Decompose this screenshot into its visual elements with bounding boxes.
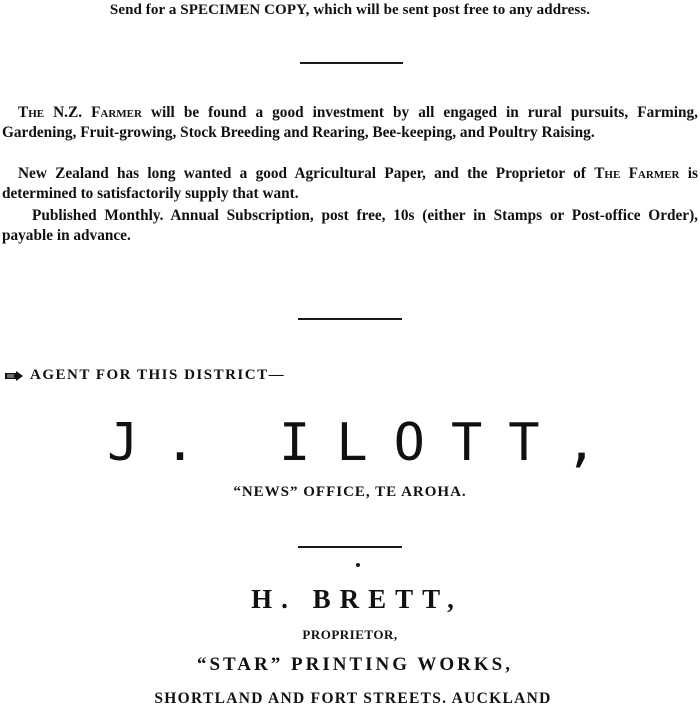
agricultural-paper-paragraph (2, 164, 698, 204)
publisher-title: PROPRIETOR, (302, 627, 398, 642)
farmer-title-inline: The Farmer (594, 165, 680, 182)
pointing-hand-icon (4, 370, 24, 382)
agent-name: J. ILOTT, (107, 413, 623, 473)
subscription-paragraph: Published Monthly. Annual Subscription, post free, 10s (either in Stamps or Post-office Order), payable in advance. (2, 207, 698, 244)
middle-divider (298, 318, 402, 320)
lower-divider (298, 546, 402, 548)
farmer-description-text: will be found a good investment by all engaged in rural pursuits, Farming, Gardening, Fruit-growing, Stock Breeding and Rearing, Bee-keeping, and Poultry Raising. (2, 104, 698, 141)
agricultural-paper-text: New Zealand has long wanted a good Agricultural Paper, and the Proprietor of (18, 165, 595, 182)
specimen-copy-line: Send for a SPECIMEN COPY, which will be sent post free to any address. (109, 2, 591, 18)
farmer-title: The N.Z. Farmer (18, 104, 142, 121)
agricultural-paper-end: is determined to satisfactorily supply that want. (2, 165, 698, 202)
publisher-address: SHORTLAND AND FORT STREETS. AUCKLAND (154, 690, 552, 707)
farmer-description-paragraph (2, 103, 698, 143)
divider-dot (356, 563, 360, 567)
publisher-name: H. BRETT, (251, 584, 463, 614)
printing-works: “STAR” PRINTING WORKS, (196, 654, 514, 675)
agent-label: AGENT FOR THIS DISTRICT— (30, 367, 286, 383)
agent-office: “NEWS” OFFICE, TE AROHA. (233, 484, 467, 500)
agent-line (4, 367, 285, 384)
top-divider (300, 62, 403, 64)
